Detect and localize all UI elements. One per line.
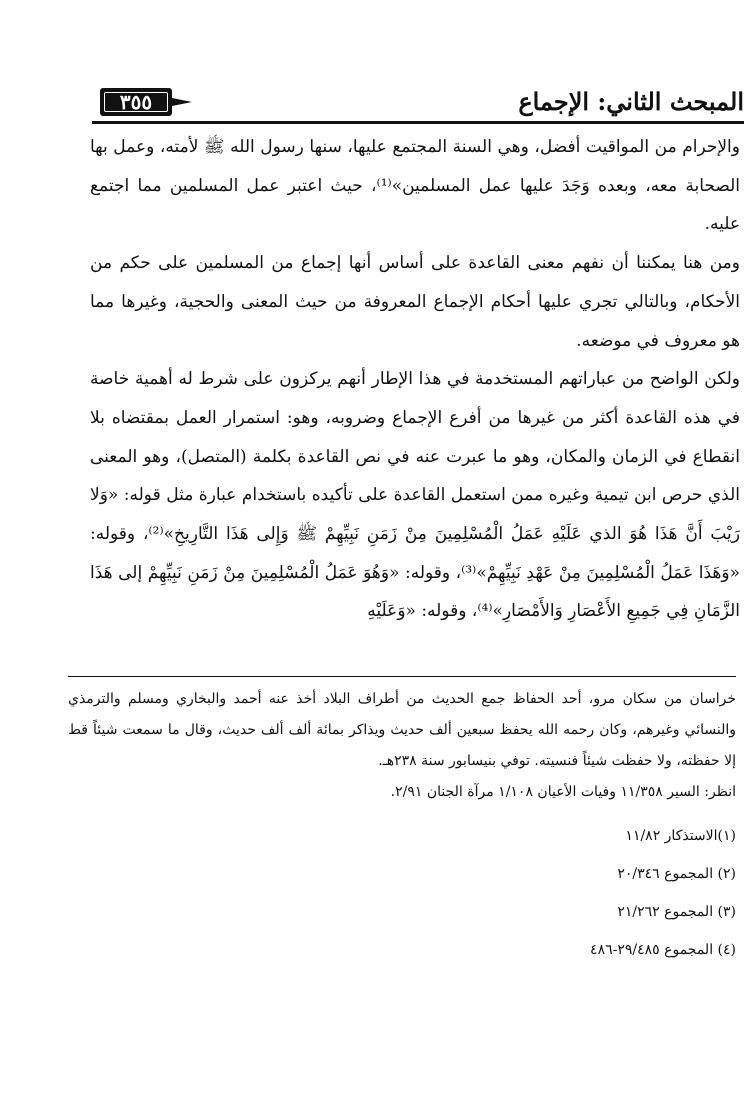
footnote-separator (68, 676, 736, 677)
footnote-reference: (٢) المجموع ٢٠/٣٤٦ (617, 866, 736, 882)
footnote-reference: (٣) المجموع ٢١/٢٦٢ (617, 904, 736, 920)
page-number-badge (100, 86, 190, 118)
footnotes (68, 684, 736, 969)
reference-list (68, 817, 736, 969)
page-number: ٣٥٥ (119, 90, 153, 114)
footnote-continuation: خراسان من سكان مرو، أحد الحفاظ جمع الحديث من أطراف البلاد أخذ عنه أحمد والبخاري ومسلم والترمذي والنسائي وغيرهم، وكان رحمه الله يحفظ سبعين ألف حديث ويذاكر بمائة ألف ألف حديث، وقال ما سمعت شيئاً قط إلا حفظته، ولا حفظت شيئاً فنسيته. توفي بنيسابور سنة ٢٣٨هـ. (68, 691, 736, 769)
footnote-reference: (٤) المجموع ٢٩/٤٨٥-٤٨٦ (590, 942, 736, 958)
paragraph: والإحرام من المواقيت أفضل، وهي السنة المجتمع عليها، سنها رسول الله ﷺ لأمته، وعمل بها الصحابة معه، وبعده وَجَدَ عليها عمل المسلمين»⁽¹⁾، حيث اعتبر عمل المسلمين مما اجتمع عليه. (90, 137, 740, 235)
footnote-reference: (١)الاستذكار ١١/٨٢ (625, 828, 736, 844)
paragraph: ولكن الواضح من عباراتهم المستخدمة في هذا الإطار أنهم يركزون على شرط له أهمية خاصة في هذه القاعدة أكثر من غيرها من أفرع الإجماع وضروبه، وهو: استمرار العمل بمقتضاه بلا انقطاع في الزمان والمكان، وهو ما عبرت عنه في نص القاعدة بكلمة (المتصل)، وهو المعنى الذي حرص ابن تيمية وغيره ممن استعمل القاعدة على تأكيده باستخدام عبارة مثل قوله: «وَلا رَيْبَ أَنَّ هَذَا هُوَ الذي عَلَيْهِ عَمَلُ الْمُسْلِمِينَ مِنْ زَمَنِ نَبِيِّهِمْ ﷺ وَإِلى هَذَا التَّارِيخِ»⁽²⁾، وقوله: «وَهَذَا عَمَلُ الْمُسْلِمِينَ مِنْ عَهْدِ نَبِيِّهِمْ»⁽³⁾، وقوله: «وَهُوَ عَمَلُ الْمُسْلِمِينَ مِنْ زَمَنِ نَبِيِّهِمْ إلى هَذَا الزَّمَانِ فِي جَمِيعِ الأَعْصَارِ وَالأَمْصَارِ»⁽⁴⁾، وقوله: «وَعَلَيْهِ (90, 369, 740, 622)
page-number-ornament (172, 98, 192, 106)
paragraph: ومن هنا يمكننا أن نفهم معنى القاعدة على أساس أنها إجماع من المسلمين على حكم من الأحكام، وبالتالي تجري عليها أحكام الإجماع المعروفة من حيث المعنى والحجية، وغيرها مما هو معروف في موضعه. (90, 253, 740, 351)
chapter-title: المبحث الثاني: الإجماع (518, 87, 744, 116)
footnote-continuation: انظر: السير ١١/٣٥٨ وفيات الأعيان ١/١٠٨ مرآة الجنان ٢/٩١. (390, 784, 736, 800)
header-rule (92, 121, 744, 124)
body-text (90, 128, 740, 631)
running-header (92, 86, 744, 126)
